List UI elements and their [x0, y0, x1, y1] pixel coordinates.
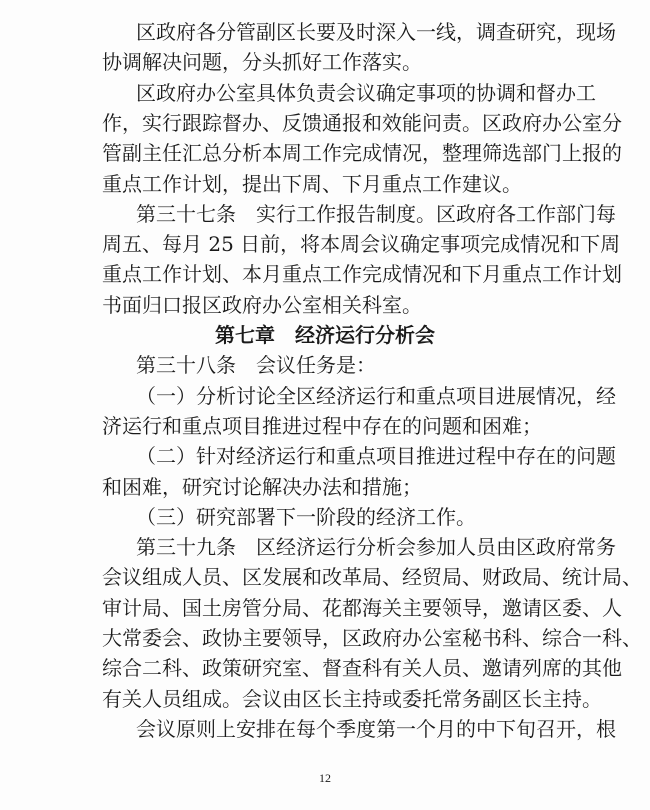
text-line: 区政府办公室具体负责会议确定事项的协调和督办工 [136, 80, 596, 105]
text-line: 重点工作计划，提出下周、下月重点工作建议。 [102, 171, 522, 196]
text-line: 会议原则上安排在每个季度第一个月的中下旬召开，根 [136, 716, 616, 741]
text-line: 大常委会、政协主要领导，区政府办公室秘书科、综合一科、 [102, 626, 642, 650]
text-line: 审计局、国土房管分局、花都海关主要领导，邀请区委、人 [102, 595, 622, 620]
text-line: 第三十七条 实行工作报告制度。区政府各工作部门每 [136, 201, 616, 226]
text-line: 有关人员组成。会议由区长主持或委托常务副区长主持。 [102, 686, 602, 711]
text-line: 重点工作计划、本月重点工作完成情况和下月重点工作计划 [102, 262, 622, 287]
text-line: 济运行和重点项目推进过程中存在的问题和困难； [102, 413, 542, 438]
text-line: 周五、每月 25 日前，将本周会议确定事项完成情况和下周 [102, 232, 621, 257]
text-line: 会议组成人员、区发展和改革局、经贸局、财政局、统计局、 [102, 565, 642, 590]
text-line: 书面归口报区政府办公室相关科室。 [102, 292, 422, 317]
text-line: 协调解决问题，分头抓好工作落实。 [102, 50, 422, 75]
text-line: 第三十八条 会议任务是： [136, 353, 376, 378]
text-line: 第三十九条 区经济运行分析会参加人员由区政府常务 [136, 535, 616, 560]
text-line: 综合二科、政策研究室、督查科有关人员、邀请列席的其他 [102, 656, 622, 681]
text-line: 区政府各分管副区长要及时深入一线，调查研究，现场 [136, 20, 616, 44]
text-line: 管副主任汇总分析本周工作完成情况，整理筛选部门上报的 [102, 141, 622, 166]
text-line: （三）研究部署下一阶段的经济工作。 [136, 504, 476, 529]
text-line: （一）分析讨论全区经济运行和重点项目进展情况，经 [136, 383, 616, 408]
text-line: 和困难，研究讨论解决办法和措施； [102, 474, 422, 499]
text-line: 作，实行跟踪督办、反馈通报和效能问责。区政府办公室分 [102, 110, 622, 135]
text-line: （二）针对经济运行和重点项目推进过程中存在的问题 [136, 444, 616, 469]
page-number: 12 [319, 771, 331, 785]
chapter-heading: 第七章 经济运行分析会 [215, 323, 435, 347]
